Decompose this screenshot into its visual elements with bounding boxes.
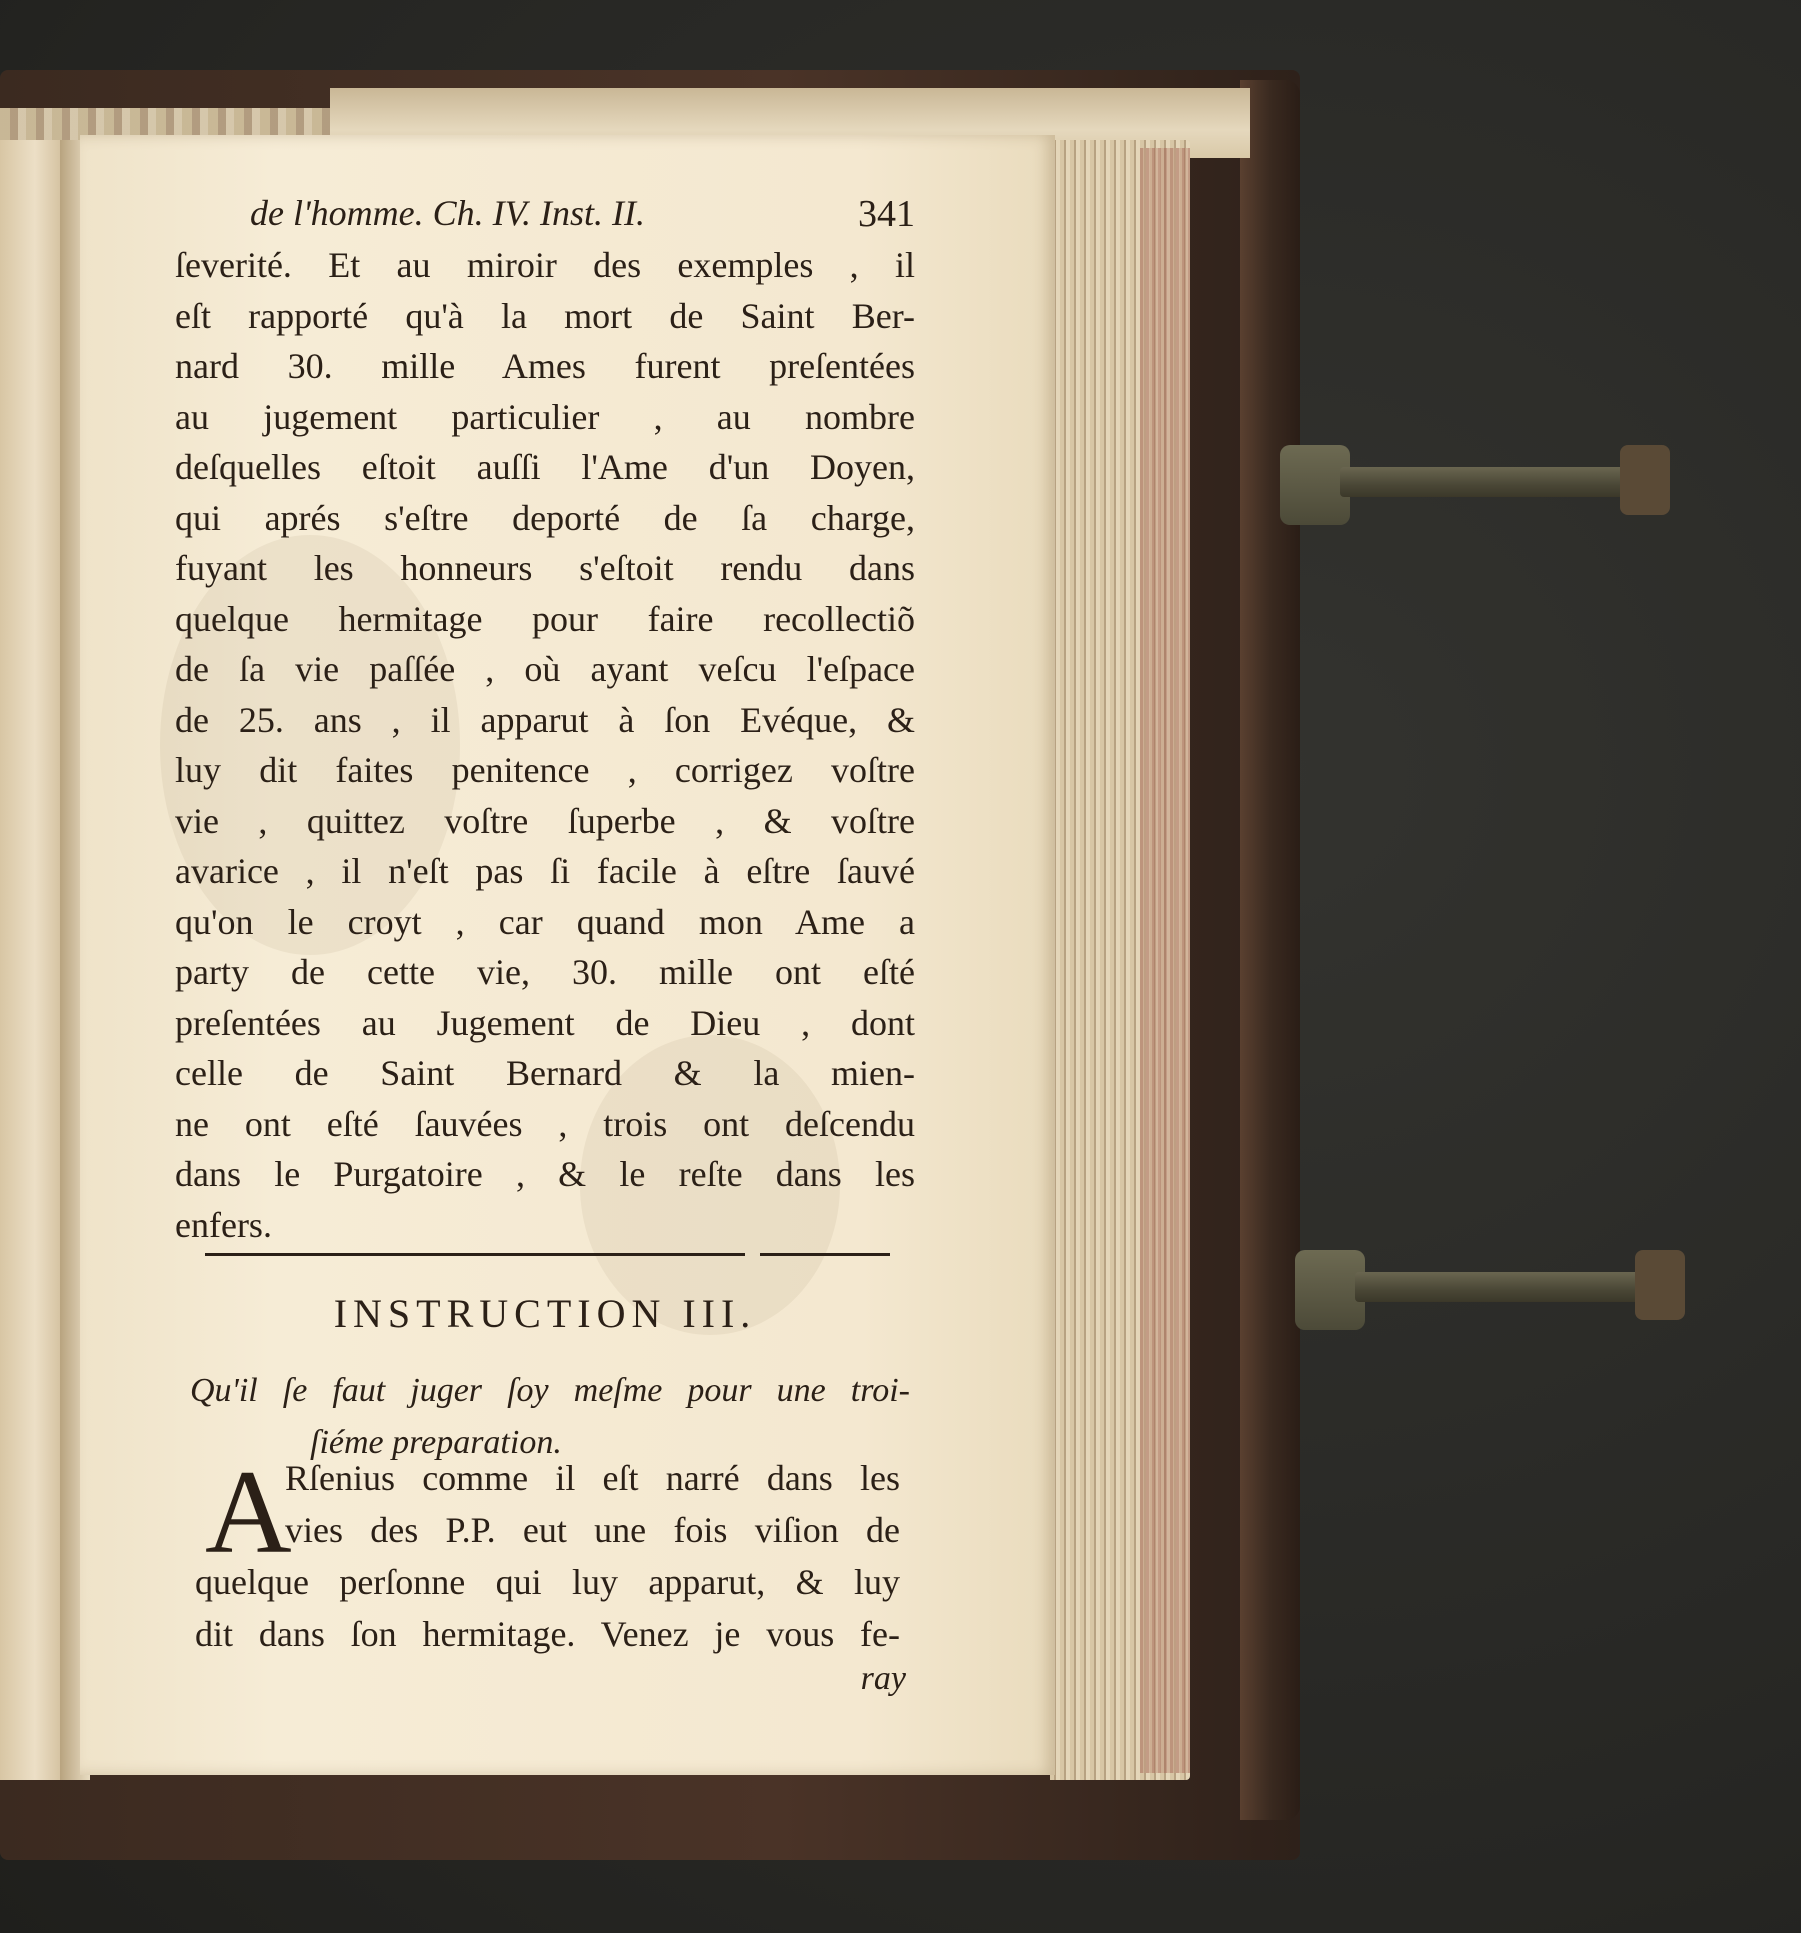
text-line: dans le Purgatoire , & le reſte dans les [175,1154,915,1194]
clasp-bar [1340,467,1640,497]
text-line: de 25. ans , il apparut à ſon Evéque, & [175,699,915,740]
paragraph [195,1445,900,1660]
text-line: nard 30. mille Ames furent preſentées [175,346,915,386]
book-fore-edge-binding [1240,80,1300,1820]
text-line: de ſa vie paſſée , où ayant veſcu l'eſpace [175,649,915,689]
text-line: enfers. [175,1204,272,1245]
text-line: qu'on le croyt , car quand mon Ame a [175,901,915,942]
text-line: party de cette vie, 30. mille ont eſté [175,952,915,992]
catchword: ray [860,1660,906,1697]
text-line: vie , quittez voſtre ſuperbe , & voſtre [175,800,915,841]
text-line: ſeverité. Et au miroir des exemples , il [175,245,915,285]
subtitle-line: ſiéme preparation. [310,1424,562,1461]
running-head-title: de l'homme. Ch. IV. Inst. II. [250,193,645,233]
clasp-tip [1635,1250,1685,1320]
subtitle-line: Qu'il ſe faut juger ſoy meſme pour une troi- [190,1372,910,1409]
page-number: 341 [858,193,915,235]
section-rule-short [760,1253,890,1256]
body-text [175,240,915,1250]
text-line: vies des P.P. eut une fois viſion de [285,1510,900,1550]
text-line: qui aprés s'eſtre deporté de ſa charge, [175,497,915,538]
red-page-edge [1140,148,1190,1773]
text-line: dit dans ſon hermitage. Venez je vous fe- [195,1614,900,1654]
text-line: eſt rapporté qu'à la mort de Saint Ber- [175,295,915,336]
section-heading: INSTRUCTION III. [333,1291,757,1336]
text-line: quelque perſonne qui luy apparut, & luy [195,1562,900,1602]
section-rule [205,1253,745,1256]
text-line: avarice , il n'eſt pas ſi facile à eſtre ſauvé [175,851,915,891]
text-line: ne ont eſté ſauvées , trois ont deſcendu [175,1103,915,1144]
clasp-bar [1355,1272,1655,1302]
text-line: fuyant les honneurs s'eſtoit rendu dans [175,548,915,588]
clasp-tip [1620,445,1670,515]
text-line: luy dit faites penitence , corrigez voſtre [175,750,915,790]
text-line: Rſenius comme il eſt narré dans les [285,1458,900,1498]
drop-capital: A [205,1445,292,1578]
text-line: celle de Saint Bernard & la mien- [175,1053,915,1093]
text-line: preſentées au Jugement de Dieu , dont [175,1002,915,1043]
upper-clasp [1280,445,1740,505]
text-line: au jugement particulier , au nombre [175,396,915,437]
text-line: quelque hermitage pour faire recollectiõ [175,598,915,639]
text-line: deſquelles eſtoit auſſi l'Ame d'un Doyen, [175,447,915,487]
lower-clasp [1295,1250,1755,1310]
